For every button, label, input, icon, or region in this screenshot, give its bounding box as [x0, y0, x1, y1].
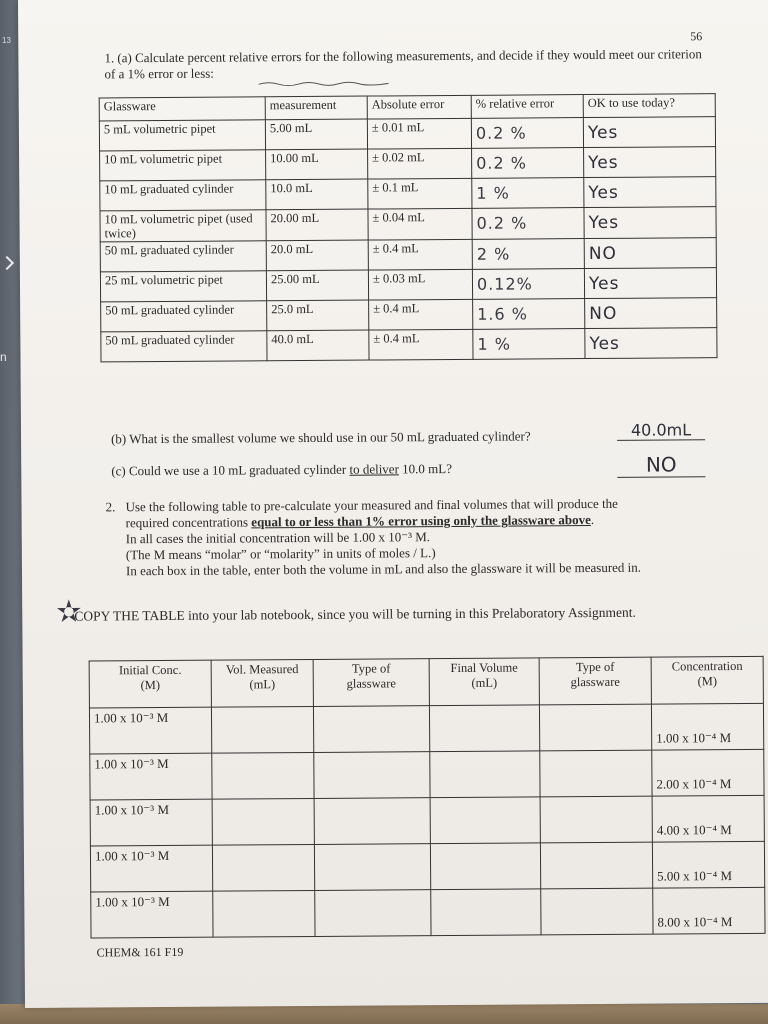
relative-error-handwritten: 2 % — [472, 239, 584, 270]
relative-error-handwritten: 1 % — [472, 178, 584, 209]
header-text: Type of — [575, 659, 615, 675]
header-unit: (mL) — [471, 675, 498, 690]
final-volume-cell — [430, 797, 540, 844]
table-row — [100, 177, 716, 211]
header-text: Type of — [351, 661, 391, 676]
concentration-cell: 4.00 x 10⁻⁴ M — [652, 795, 764, 842]
measurement-cell: 25.0 mL — [267, 300, 369, 331]
header-final-volume — [429, 658, 539, 706]
initial-conc-cell: 1.00 x 10⁻³ M — [90, 753, 212, 800]
glassware-cell — [314, 752, 430, 799]
concentration-cell: 8.00 x 10⁻⁴ M — [653, 887, 765, 934]
glassware-cell: 10 mL volumetric pipet (used twice) — [100, 210, 266, 242]
relative-error-handwritten: 0.12% — [472, 269, 584, 300]
absolute-error-cell: ± 0.03 mL — [368, 269, 472, 300]
absolute-error-cell: ± 0.4 mL — [368, 239, 472, 270]
header-measurement: measurement — [265, 96, 367, 120]
glassware-cell — [539, 704, 651, 751]
header-unit: (mL) — [249, 677, 276, 692]
absolute-error-cell: ± 0.02 mL — [368, 148, 472, 179]
vol-measured-cell — [212, 844, 314, 891]
header-text: Initial Conc. — [118, 662, 182, 678]
glassware-cell: 10 mL volumetric pipet — [100, 150, 266, 181]
header-text: Final Volume — [450, 660, 518, 675]
glassware-cell — [541, 888, 653, 935]
handwritten-underline — [259, 80, 389, 87]
glassware-cell — [314, 798, 430, 845]
glassware-cell — [313, 706, 429, 753]
absolute-error-cell: ± 0.1 mL — [368, 178, 472, 209]
measurement-cell: 20.0 mL — [266, 240, 368, 271]
ok-handwritten: Yes — [585, 328, 717, 359]
question-2 — [125, 495, 746, 579]
table-row — [100, 207, 716, 242]
measurement-cell: 10.0 mL — [266, 179, 368, 210]
question-2-line: Use the following table to pre-calculate your measured and final volumes that will produce the — [125, 495, 618, 515]
table-row — [90, 841, 764, 892]
table-row — [99, 117, 715, 151]
table-row — [101, 298, 717, 332]
question-2-number: 2. — [105, 499, 116, 515]
glassware-cell: 10 mL graduated cylinder — [100, 180, 266, 211]
vol-measured-cell — [212, 798, 314, 845]
question-2-text: required concentrations — [125, 514, 252, 531]
header-absolute-error: Absolute error — [367, 95, 471, 119]
question-2-emphasis: equal to or less than 1% error using only the glassware above — [251, 512, 591, 530]
final-volume-cell — [429, 705, 539, 752]
question-1a: 1. (a) Calculate percent relative errors for the following measurements, and decide if they would meet our criterion of a 1% error or less: — [104, 46, 702, 82]
initial-conc-cell: 1.00 x 10⁻³ M — [89, 707, 211, 754]
table-row — [90, 795, 764, 846]
copy-table-note: COPY THE TABLE into your lab notebook, since you will be turning in this Prelaboratory Assignment. — [74, 604, 636, 624]
worksheet-page — [18, 0, 768, 1008]
concentration-cell: 2.00 x 10⁻⁴ M — [652, 749, 764, 796]
question-2-line: In all cases the initial concentration will be 1.00 x 10⁻³ M. — [125, 529, 431, 547]
header-ok-to-use: OK to use today? — [583, 94, 715, 118]
glassware-cell: 50 mL graduated cylinder — [101, 301, 267, 332]
ok-handwritten: Yes — [584, 177, 716, 208]
background-edge-letter: n — [0, 350, 7, 364]
table-row — [100, 268, 716, 302]
question-1c-text: (c) Could we use a 10 mL graduated cylinder — [111, 461, 350, 479]
table-header-row — [89, 656, 763, 708]
relative-error-handwritten: 0.2 % — [472, 208, 584, 240]
relative-error-handwritten: 1 % — [473, 329, 585, 360]
table-row — [101, 328, 717, 362]
vol-measured-cell — [213, 890, 315, 937]
glassware-cell — [314, 844, 430, 891]
ok-handwritten: NO — [584, 238, 716, 269]
ok-handwritten: Yes — [583, 117, 715, 148]
final-volume-cell — [430, 843, 540, 890]
header-unit: (M) — [140, 678, 161, 693]
question-1b: (b) What is the smallest volume we should use in our 50 mL graduated cylinder? — [111, 428, 531, 447]
header-unit: glassware — [346, 676, 396, 691]
relative-error-handwritten: 0.2 % — [471, 118, 583, 149]
background-edge-label: 13 — [2, 36, 11, 45]
dilution-table — [89, 656, 766, 939]
glassware-cell — [540, 842, 652, 889]
header-glassware-1 — [313, 659, 429, 707]
glassware-cell — [315, 890, 431, 937]
table-row — [89, 703, 763, 754]
absolute-error-cell: ± 0.4 mL — [369, 299, 473, 330]
measurement-cell: 20.00 mL — [266, 209, 368, 241]
table-row — [90, 749, 764, 800]
concentration-cell: 1.00 x 10⁻⁴ M — [651, 703, 763, 750]
answer-1c-handwritten: NO — [617, 452, 705, 478]
measurement-cell: 25.00 mL — [266, 270, 368, 301]
initial-conc-cell: 1.00 x 10⁻³ M — [91, 891, 213, 938]
ok-handwritten: Yes — [584, 207, 716, 239]
answer-1b-handwritten: 40.0mL — [617, 420, 705, 441]
absolute-error-cell: ± 0.4 mL — [369, 329, 473, 360]
header-initial-conc — [89, 660, 211, 708]
header-glassware-2 — [539, 657, 651, 705]
glassware-cell: 5 mL volumetric pipet — [99, 120, 265, 151]
question-1c-underlined: to deliver — [349, 461, 399, 477]
page-number: 56 — [690, 29, 703, 44]
table-row — [91, 887, 765, 938]
header-text: Vol. Measured — [225, 662, 299, 677]
header-unit: glassware — [570, 674, 620, 690]
ok-handwritten: NO — [585, 298, 717, 329]
question-2-line: In each box in the table, enter both the volume in mL and also the glassware it will be measured in. — [125, 559, 642, 579]
ok-handwritten: Yes — [584, 147, 716, 178]
header-text: Concentration — [671, 658, 743, 674]
measurement-cell: 5.00 mL — [265, 119, 367, 150]
question-1c — [111, 460, 621, 480]
question-2-line: (The M means “molar” or “molarity” in units of moles / L.) — [125, 545, 436, 563]
vol-measured-cell — [212, 752, 314, 799]
header-vol-measured — [211, 659, 313, 707]
question-1c-text-end: 10.0 mL? — [398, 460, 453, 477]
glassware-cell — [540, 796, 652, 843]
glassware-cell — [540, 750, 652, 797]
relative-error-handwritten: 1.6 % — [473, 299, 585, 330]
table-row — [100, 238, 716, 272]
glassware-cell: 50 mL graduated cylinder — [101, 331, 267, 362]
header-glassware: Glassware — [99, 97, 265, 121]
ok-handwritten: Yes — [584, 268, 716, 299]
absolute-error-cell: ± 0.04 mL — [368, 208, 472, 240]
relative-error-table — [99, 93, 718, 362]
final-volume-cell — [430, 751, 540, 798]
glassware-cell: 50 mL graduated cylinder — [100, 241, 266, 272]
measurement-cell: 40.0 mL — [267, 330, 369, 361]
measurement-cell: 10.00 mL — [266, 149, 368, 180]
relative-error-handwritten: 0.2 % — [472, 148, 584, 179]
initial-conc-cell: 1.00 x 10⁻³ M — [90, 799, 212, 846]
header-relative-error: % relative error — [471, 95, 583, 119]
vol-measured-cell — [211, 706, 313, 753]
absolute-error-cell: ± 0.01 mL — [367, 118, 471, 149]
header-concentration — [651, 656, 763, 704]
course-footer: CHEM& 161 F19 — [96, 944, 184, 960]
table-row — [100, 147, 716, 181]
concentration-cell: 5.00 x 10⁻⁴ M — [652, 841, 764, 888]
handwritten-star-icon: ✫ — [56, 594, 82, 630]
header-unit: (M) — [697, 674, 718, 689]
glassware-cell: 25 mL volumetric pipet — [100, 271, 266, 302]
question-2-text: . — [590, 511, 595, 528]
initial-conc-cell: 1.00 x 10⁻³ M — [90, 845, 212, 892]
final-volume-cell — [431, 889, 541, 936]
